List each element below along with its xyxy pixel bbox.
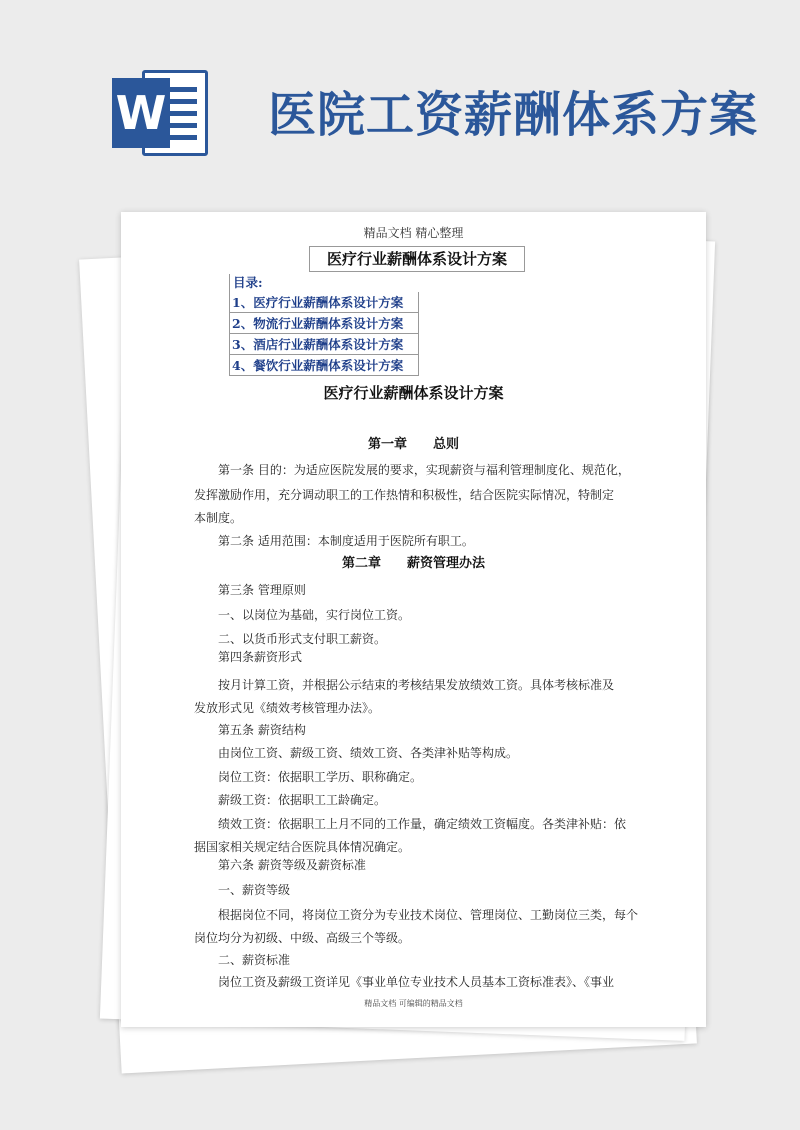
banner (0, 0, 800, 190)
body-line: 一、以岗位为基础，实行岗位工资。 (218, 608, 411, 622)
body-line: 二、薪资标准 (218, 953, 291, 967)
body-line: 绩效工资：依据职工上月不同的工作量，确定绩效工资幅度。各类津补贴：依 (218, 817, 627, 831)
body-line: 第五条 薪资结构 (218, 723, 306, 737)
page-footer: 精品文档 可编辑的精品文档 (364, 999, 463, 1008)
body-line: 一、薪资等级 (218, 883, 291, 897)
document-page (121, 212, 706, 1027)
body-line: 发挥激励作用，充分调动职工的工作热情和积极性，结合医院实际情况，特制定 (194, 488, 615, 502)
toc-label: 目录: (229, 274, 419, 292)
toc-item[interactable]: 2、物流行业薪酬体系设计方案 (229, 313, 419, 334)
body-line: 按月计算工资，并根据公示结束的考核结果发放绩效工资。具体考核标准及 (218, 678, 615, 692)
body-line: 据国家相关规定结合医院具体情况确定。 (194, 840, 411, 854)
body-line: 二、以货币形式支付职工薪资。 (218, 632, 387, 646)
body-line: 第四条薪资形式 (218, 650, 303, 664)
body-line: 本制度。 (194, 511, 243, 525)
body-line: 第二条 适用范围：本制度适用于医院所有职工。 (218, 534, 474, 548)
body-line: 岗位均分为初级、中级、高级三个等级。 (194, 931, 411, 945)
word-document-icon (112, 70, 208, 156)
boxed-document-title: 医疗行业薪酬体系设计方案 (309, 246, 525, 272)
body-line: 薪级工资：依据职工工龄确定。 (218, 793, 387, 807)
toc-item[interactable]: 3、酒店行业薪酬体系设计方案 (229, 334, 419, 355)
chapter-number: 第二章 (341, 556, 381, 571)
chapter-name: 薪资管理办法 (407, 556, 486, 571)
body-line: 岗位工资及薪级工资详见《事业单位专业技术人员基本工资标准表》、《事业 (218, 975, 615, 989)
body-line: 根据岗位不同，将岗位工资分为专业技术岗位、管理岗位、工勤岗位三类，每个 (218, 908, 639, 922)
page-header: 精品文档 精心整理 (363, 226, 464, 240)
main-title: 医疗行业薪酬体系设计方案 (323, 384, 504, 402)
chapter-name: 总则 (433, 437, 460, 452)
banner-title: 医院工资薪酬体系方案 (268, 87, 759, 143)
body-line: 第一条 目的：为适应医院发展的要求，实现薪资与福利管理制度化、规范化， (218, 463, 630, 477)
toc-item[interactable]: 4、餐饮行业薪酬体系设计方案 (229, 355, 419, 376)
body-line: 岗位工资：依据职工学历、职称确定。 (218, 770, 423, 784)
chapter-number: 第一章 (367, 437, 407, 452)
toc-item[interactable]: 1、医疗行业薪酬体系设计方案 (229, 292, 419, 313)
table-of-contents (229, 274, 419, 376)
chapter-2-heading (121, 552, 706, 571)
body-line: 第六条 薪资等级及薪资标准 (218, 858, 366, 872)
body-line: 第三条 管理原则 (218, 583, 306, 597)
body-line: 由岗位工资、薪级工资、绩效工资、各类津补贴等构成。 (218, 746, 519, 760)
chapter-1-heading (121, 433, 706, 452)
body-line: 发放形式见《绩效考核管理办法》。 (194, 701, 381, 715)
word-icon-letter: W (112, 78, 170, 148)
